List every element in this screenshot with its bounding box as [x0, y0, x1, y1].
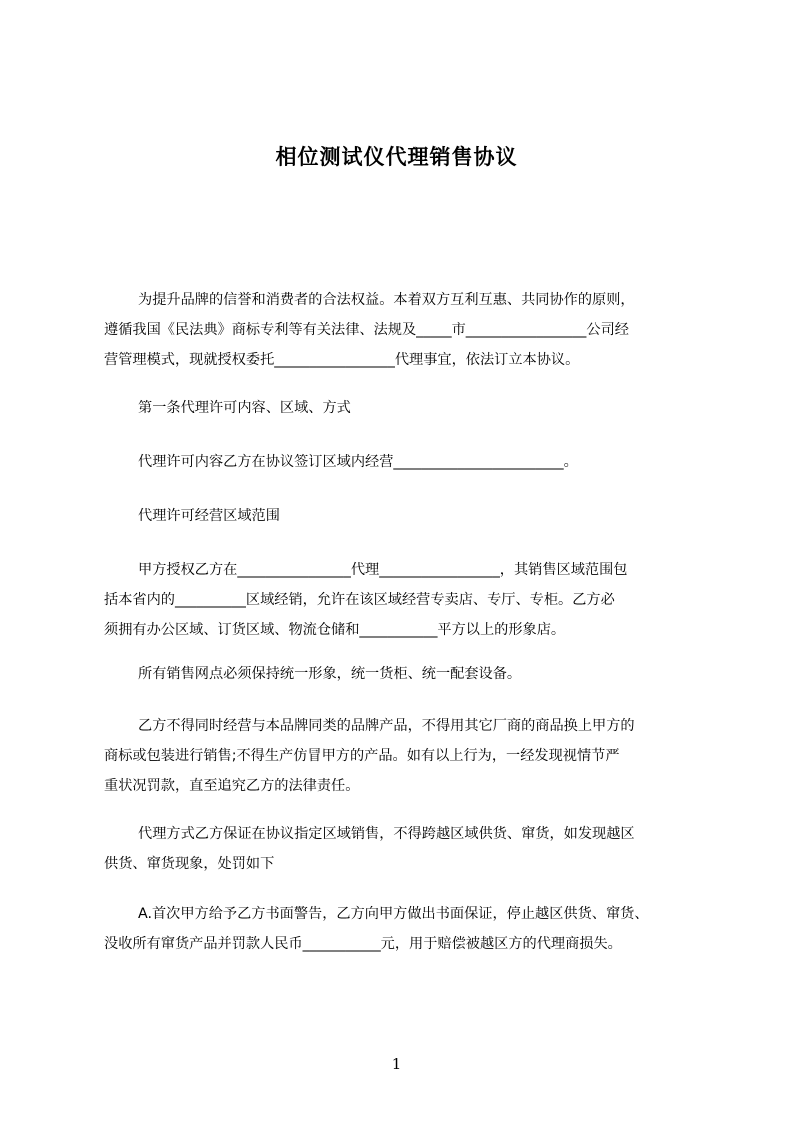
region-scope-line-3: 须拥有办公区域、订货区域、物流仓储和___________平方以上的形象店。: [104, 622, 566, 638]
exclusivity-line-1: 乙方不得同时经营与本品牌同类的品牌产品，不得用其它厂商的商品换上甲方的: [138, 718, 635, 734]
exclusivity-line-2: 商标或包装进行销售;不得生产仿冒甲方的产品。如有以上行为，一经发现视情节严: [104, 748, 620, 764]
document-title: 相位测试仪代理销售协议: [275, 145, 518, 169]
unified-image-line-1: 所有销售网点必须保持统一形象，统一货柜、统一配套设备。: [138, 666, 522, 682]
article-1-heading-text: 第一条代理许可内容、区域、方式: [138, 400, 351, 416]
preamble-line-1: 为提升品牌的信誉和消费者的合法权益。本着双方互利互惠、共同协作的原则，: [138, 292, 635, 308]
paragraph-penalty-a: [104, 899, 700, 959]
agency-method-line-2: 供货、窜货现象，处罚如下: [104, 856, 275, 872]
paragraph-region-scope: [104, 555, 700, 645]
penalty-a-line-2: 没收所有窜货产品并罚款人民币___________元，用于赔偿被越区方的代理商损失。: [104, 936, 622, 952]
paragraph-license-content: [104, 447, 700, 477]
article-1-heading: [104, 393, 700, 423]
license-content-line-1: 代理许可内容乙方在协议签订区域内经营________________________。: [138, 454, 578, 470]
exclusivity-line-3: 重状况罚款，直至追究乙方的法律责任。: [104, 778, 360, 794]
paragraph-unified-image: [104, 659, 700, 689]
penalty-a-line-1: A.首次甲方给予乙方书面警告，乙方向甲方做出书面保证，停止越区供货、窜货、: [138, 906, 649, 922]
license-region-heading-text: 代理许可经营区域范围: [138, 508, 280, 524]
region-scope-line-1: 甲方授权乙方在________________代理_________________，其销售区域范围包: [138, 562, 628, 578]
page-number: 1: [391, 1055, 402, 1073]
region-scope-line-2: 括本省内的__________区域经销，允许在该区域经营专卖店、专厅、专柜。乙方必: [104, 592, 615, 608]
paragraph-preamble: [104, 285, 700, 375]
preamble-line-2: 遵循我国《民法典》商标专利等有关法律、法规及_____市_________________公司经: [104, 322, 629, 338]
paragraph-license-region-heading: [104, 501, 700, 531]
paragraph-agency-method: [104, 819, 700, 879]
paragraph-exclusivity: [104, 711, 700, 801]
preamble-line-3: 营管理模式，现就授权委托_________________代理事宜，依法订立本协议。: [104, 352, 580, 368]
agency-method-line-1: 代理方式乙方保证在协议指定区域销售，不得跨越区域供货、窜货，如发现越区: [138, 826, 635, 842]
